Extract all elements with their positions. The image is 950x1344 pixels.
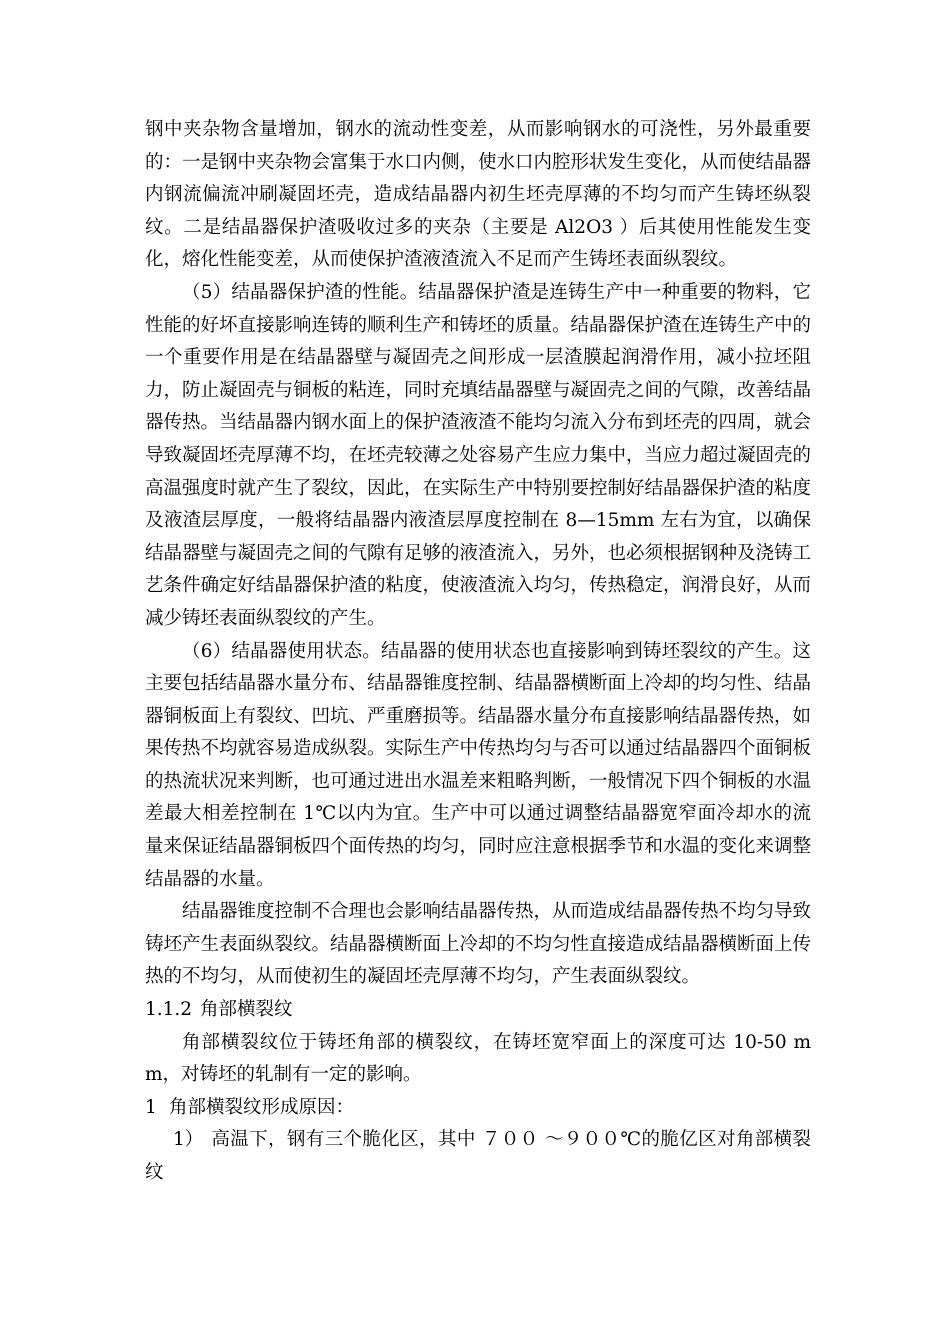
paragraph-mold-state: （6）结晶器使用状态。结晶器的使用状态也直接影响到铸坯裂纹的产生。这主要包括结晶器水量分布、结晶器锥度控制、结晶器横断面上冷却的均匀性、结晶器铜板面上有裂纹、凹坑、严重磨损等。结晶器水量分布直接影响结晶器传热，如果传热不均就容易造成纵裂。实际生产中传热均匀与否可以通过结晶器四个面铜板的热流状况来判断，也可通过进出水温差来粗略判断，一般情况下四个铜板的水温差最大相差控制在 1℃以内为宜。生产中可以通过调整结晶器宽窄面冷却水的流量来保证结晶器铜板四个面传热的均匀，同时应注意根据季节和水温的变化来调整结晶器的水量。 xyxy=(145,640,812,890)
list-item-text: 高温下，钢有三个脆化区，其中 ７００ ～９００℃的脆亿区对角部横裂纹 xyxy=(145,1129,811,1183)
section-title: 角部横裂纹 xyxy=(200,999,293,1021)
document-page xyxy=(145,114,811,1190)
list-item-number: 1） xyxy=(173,1129,204,1151)
section-number: 1.1.2 xyxy=(145,999,193,1021)
list-item-number: 1 xyxy=(145,1096,157,1118)
paragraph-inclusions: 钢中夹杂物含量增加，钢水的流动性变差，从而影响钢水的可浇性，另外最重要的：一是钢中夹杂物会富集于水口内侧，使水口内腔形状发生变化，从而使结晶器内钢流偏流冲刷凝固坯壳，造成结晶器内初生坯壳厚薄的不均匀而产生铸坯纵裂纹。二是结晶器保护渣吸收过多的夹杂（主要是 Al2O3 ）后其使用性能发生变化，熔化性能变差，从而使保护渣液渣流入不足而产生铸坯表面纵裂纹。 xyxy=(145,119,812,271)
list-item-brittle-zone xyxy=(145,1124,811,1189)
paragraph-corner-crack: 角部横裂纹位于铸坯角部的横裂纹，在铸坯宽窄面上的深度可达 10-50 mm，对铸坯的轧制有一定的影响。 xyxy=(145,1031,811,1086)
list-item-causes xyxy=(145,1092,811,1125)
list-item-text: 角部横裂纹形成原因： xyxy=(169,1096,355,1118)
section-heading xyxy=(145,994,811,1027)
paragraph-mold-taper: 结晶器锥度控制不合理也会影响结晶器传热，从而造成结晶器传热不均匀导致铸坯产生表面纵裂纹。结晶器横断面上冷却的不均匀性直接造成结晶器横断面上传热的不均匀，从而使初生的凝固坯壳厚薄不均匀，产生表面纵裂纹。 xyxy=(145,901,812,988)
paragraph-mold-flux: （5）结晶器保护渣的性能。结晶器保护渣是连铸生产中一种重要的物料，它性能的好坏直接影响连铸的顺利生产和铸坯的质量。结晶器保护渣在连铸生产中的一个重要作用是在结晶器壁与凝固壳之间形成一层渣膜起润滑作用，减小拉坯阻力，防止凝固壳与铜板的粘连，同时充填结晶器壁与凝固壳之间的气隙，改善结晶器传热。当结晶器内钢水面上的保护渣液渣不能均匀流入分布到坯壳的四周，就会导致凝固坯壳厚薄不均，在坯壳较薄之处容易产生应力集中，当应力超过凝固壳的高温强度时就产生了裂纹，因此，在实际生产中特别要控制好结晶器保护渣的粘度及液渣层厚度，一般将结晶器内液渣层厚度控制在 8—15mm 左右为宜，以确保结晶器壁与凝固壳之间的气隙有足够的液渣流入，另外，也必须根据钢种及浇铸工艺条件确定好结晶器保护渣的粘度，使液渣流入均匀，传热稳定，润滑良好，从而减少铸坯表面纵裂纹的产生。 xyxy=(145,281,812,629)
